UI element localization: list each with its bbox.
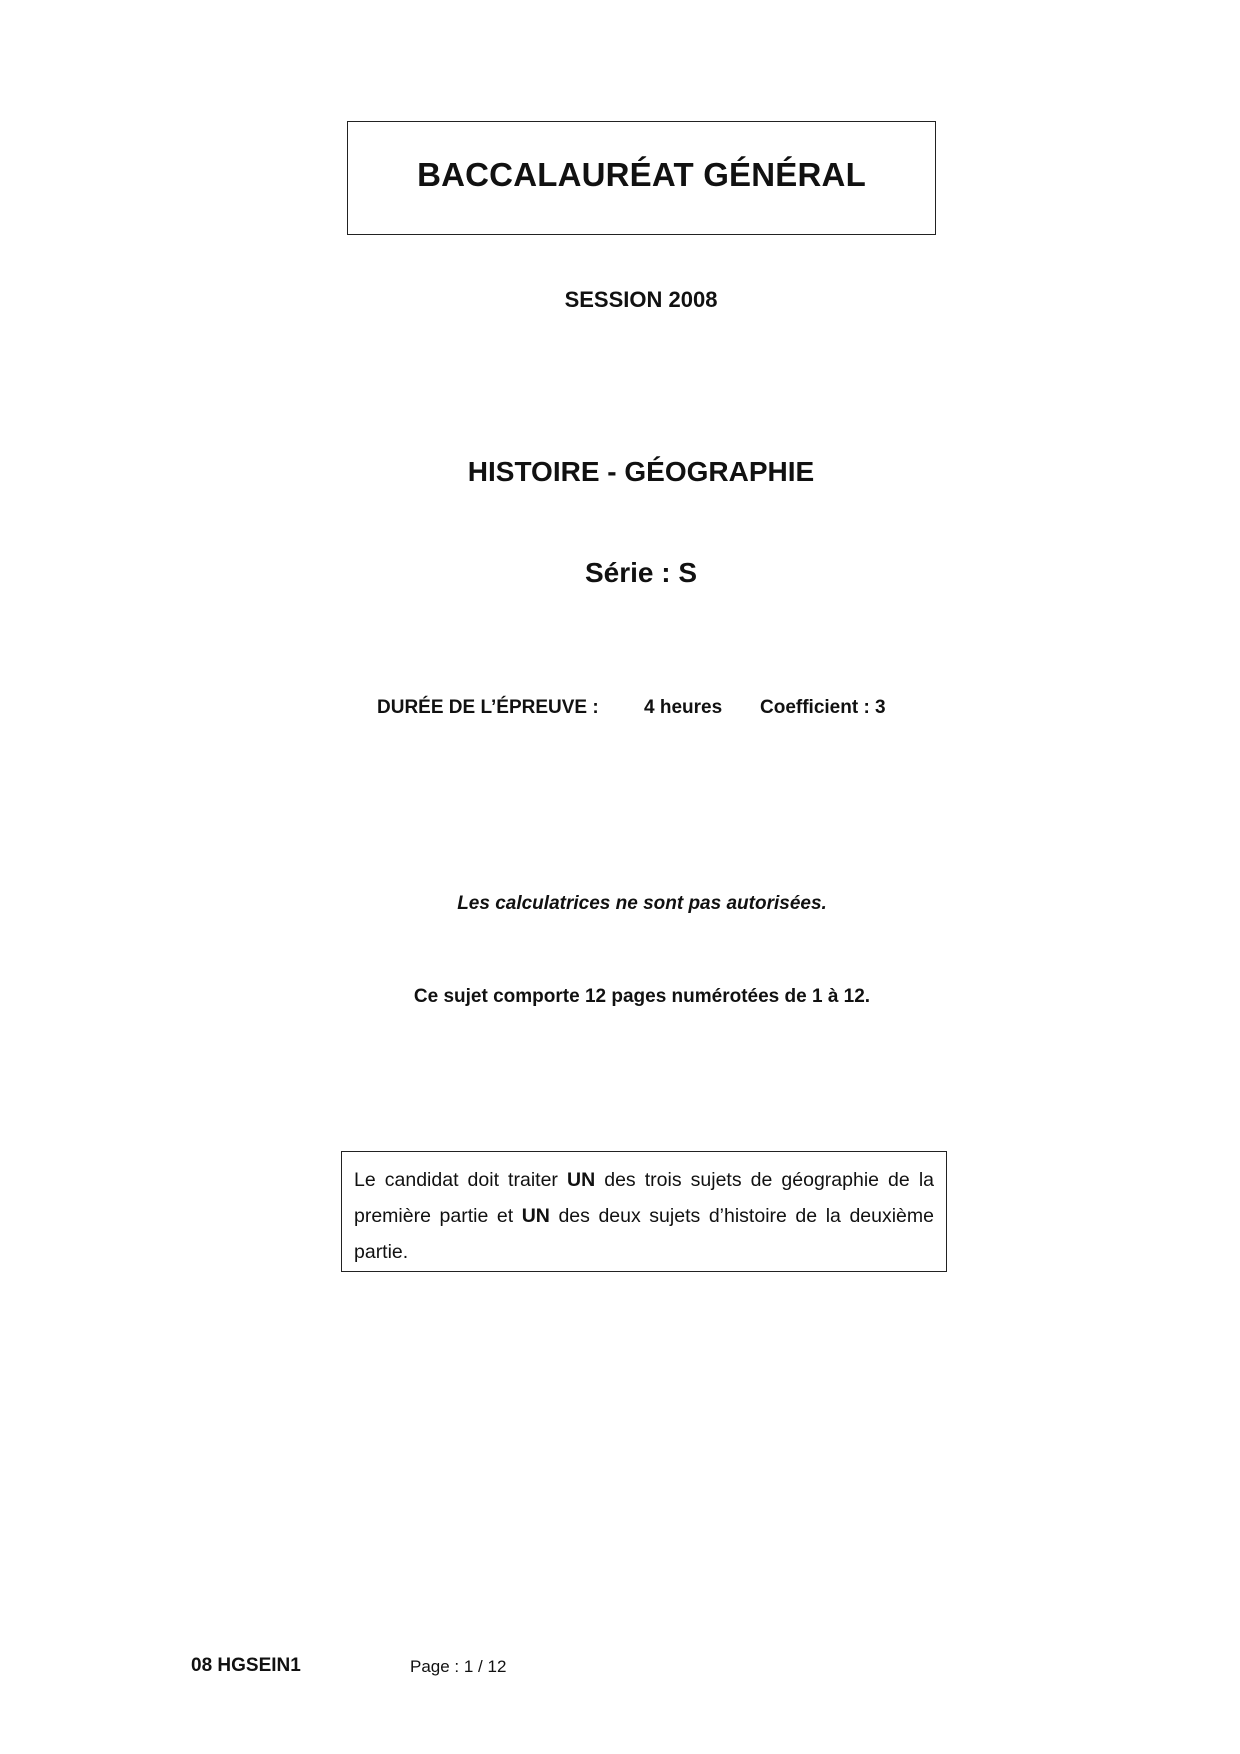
session-label: SESSION 2008 xyxy=(564,287,718,312)
instructions-text-3: des deux sujets d’histoire de la deuxième partie. xyxy=(354,1205,934,1263)
duration-row xyxy=(377,697,886,719)
duration-label: DURÉE DE L’ÉPREUVE : xyxy=(377,697,599,718)
instructions-emphasis-1: UN xyxy=(566,1169,596,1191)
instructions-emphasis-2: UN xyxy=(521,1205,550,1227)
coefficient-label: Coefficient : 3 xyxy=(760,697,886,718)
instructions-text-1: Le candidat doit traiter xyxy=(354,1169,567,1191)
exam-title: BACCALAURÉAT GÉNÉRAL xyxy=(417,156,866,193)
instructions-box xyxy=(341,1151,947,1272)
footer-page-number: Page : 1 / 12 xyxy=(410,1657,507,1676)
page-count-note: Ce sujet comporte 12 pages numérotées de 1 à 12. xyxy=(413,986,871,1007)
instructions-text-2: des trois sujets de géographie de la première partie et xyxy=(354,1169,934,1227)
title-box xyxy=(347,121,936,235)
calculator-note: Les calculatrices ne sont pas autorisées. xyxy=(457,893,827,914)
footer-exam-code: 08 HGSEIN1 xyxy=(191,1655,301,1676)
series-label: Série : S xyxy=(584,557,698,588)
subject-title: HISTOIRE - GÉOGRAPHIE xyxy=(467,456,815,487)
duration-value: 4 heures xyxy=(644,697,723,718)
